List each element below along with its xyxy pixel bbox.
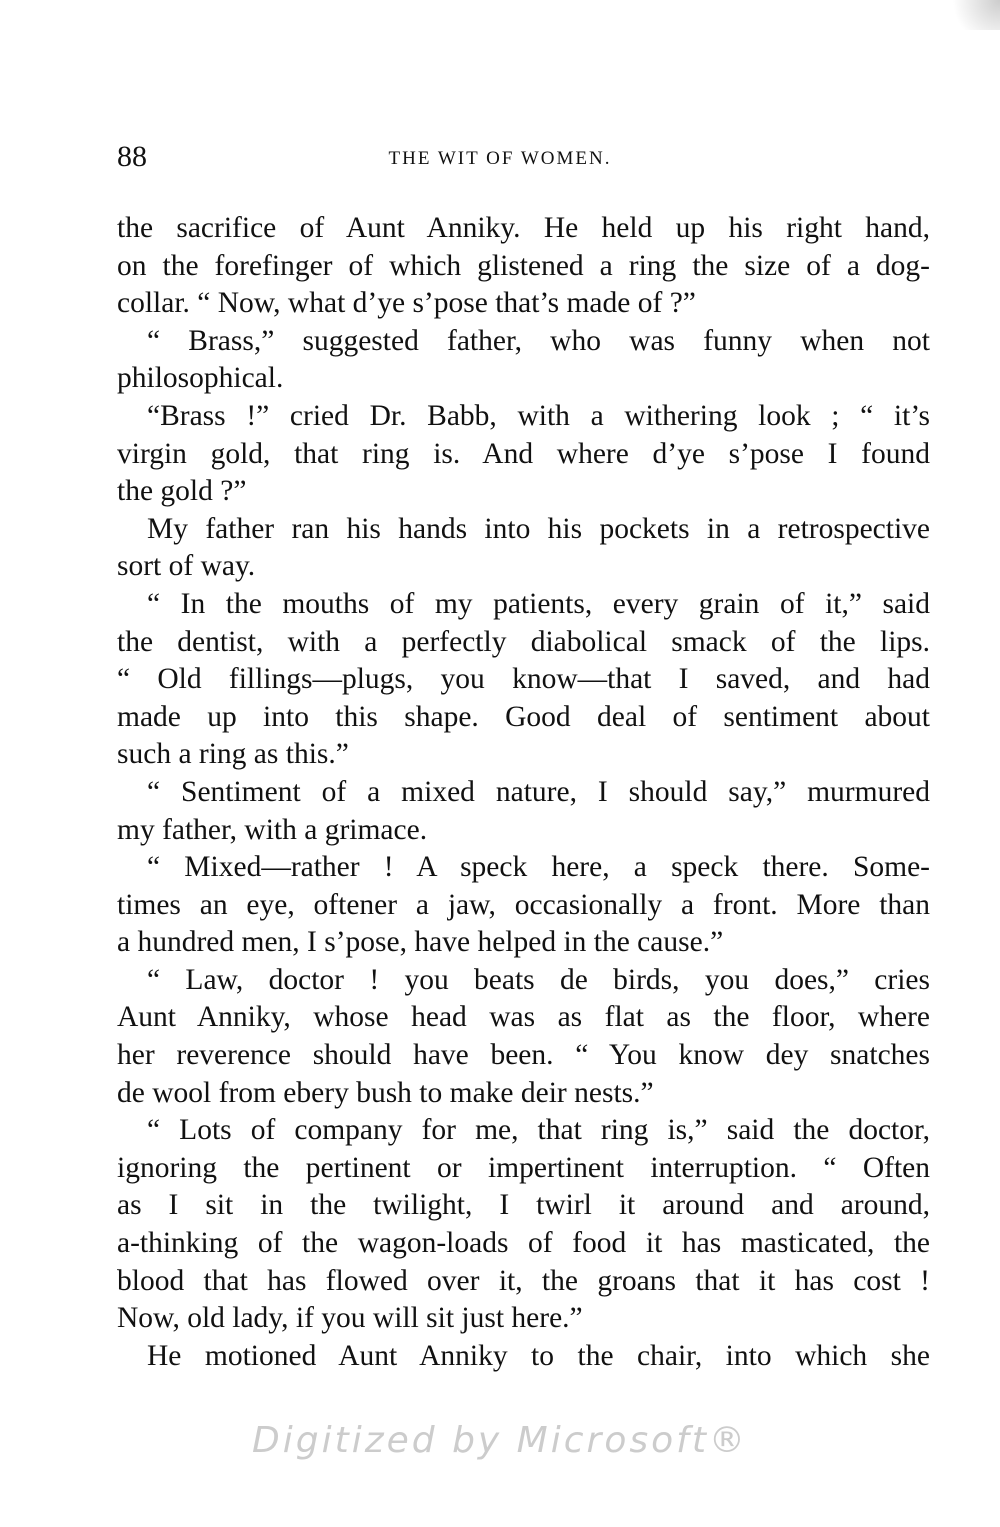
- text-line: “ Sentiment of a mixed nature, I should say,” murmured: [147, 775, 930, 808]
- text-line: “ Old fillings—plugs, you know—that I saved, and had: [117, 663, 930, 696]
- text-line: virgin gold, that ring is. And where d’ye s’pose I found: [117, 437, 930, 470]
- text-line: de wool from ebery bush to make deir nests.”: [117, 1076, 654, 1109]
- text-line: “ In the mouths of my patients, every grain of it,” said: [147, 587, 930, 620]
- page-number: 88: [117, 140, 147, 173]
- text-line: “Brass !” cried Dr. Babb, with a withering look ; “ it’s: [147, 399, 930, 432]
- text-line: the dentist, with a perfectly diabolical smack of the lips.: [117, 625, 930, 658]
- text-line: as I sit in the twilight, I twirl it around and around,: [117, 1189, 930, 1222]
- text-line: blood that has flowed over it, the groans that it has cost !: [117, 1264, 930, 1297]
- text-line: my father, with a grimace.: [117, 813, 428, 846]
- text-line: made up into this shape. Good deal of sentiment about: [117, 700, 930, 733]
- text-line: the sacrifice of Aunt Anniky. He held up his right hand,: [117, 212, 930, 244]
- text-line: “ Law, doctor ! you beats de birds, you does,” cries: [147, 963, 930, 996]
- text-line: Aunt Anniky, whose head was as flat as the floor, where: [117, 1001, 930, 1034]
- text-line: Now, old lady, if you will sit just here.”: [117, 1302, 583, 1335]
- text-line: philosophical.: [117, 362, 284, 395]
- text-line: a hundred men, I s’pose, have helped in the cause.”: [117, 926, 724, 959]
- text-line: the gold ?”: [117, 475, 247, 508]
- text-line: My father ran his hands into his pockets in a retrospective: [147, 512, 930, 545]
- text-line: “ Brass,” suggested father, who was funny when not: [147, 324, 930, 357]
- text-line: ignoring the pertinent or impertinent interruption. “ Often: [117, 1151, 930, 1184]
- scan-artifact: [940, 0, 1000, 30]
- text-line: a-thinking of the wagon-loads of food it has masticated, the: [117, 1227, 930, 1260]
- text-line: her reverence should have been. “ You know dey snatches: [117, 1039, 930, 1072]
- text-line: sort of way.: [117, 550, 256, 583]
- text-line: collar. “ Now, what d’ye s’pose that’s made of ?”: [117, 287, 696, 320]
- body-text: [117, 210, 930, 1375]
- text-line: “ Lots of company for me, that ring is,” said the doctor,: [147, 1114, 930, 1147]
- text-line: He motioned Aunt Anniky to the chair, into which she: [147, 1339, 930, 1372]
- text-line: times an eye, oftener a jaw, occasionally a front. More than: [117, 888, 930, 921]
- watermark: Digitized by Microsoft®: [252, 1420, 748, 1461]
- text-line: “ Mixed—rather ! A speck here, a speck there. Some-: [147, 851, 930, 884]
- text-line: such a ring as this.”: [117, 738, 349, 771]
- running-title: THE WIT OF WOMEN.: [388, 148, 612, 169]
- text-line: on the forefinger of which glistened a ring the size of a dog-: [117, 249, 930, 282]
